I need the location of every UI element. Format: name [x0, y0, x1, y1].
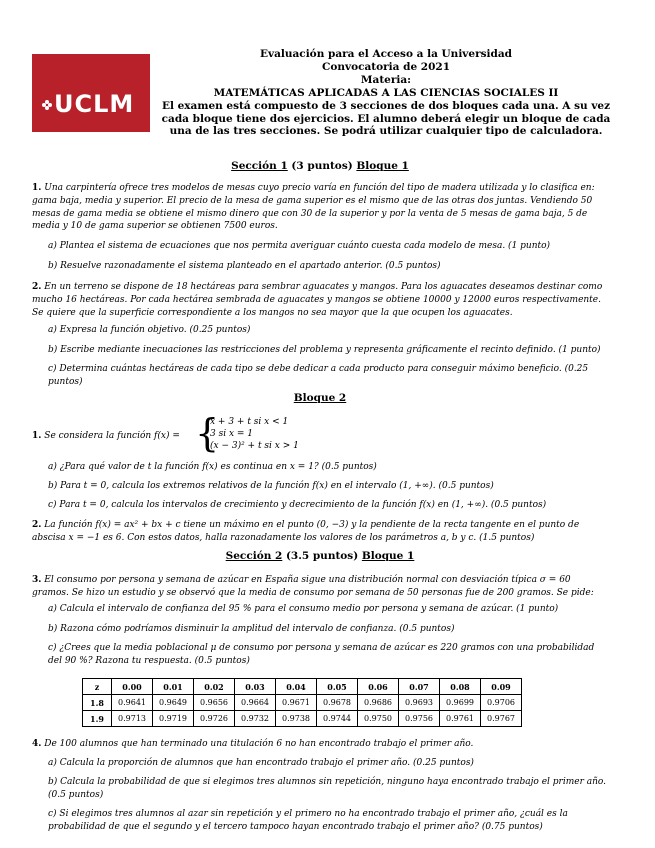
table-header-row: z 0.00 0.01 0.02 0.03 0.04 0.05 0.06 0.07 0.08 0.09	[83, 679, 522, 695]
logo-text: UCLM	[54, 90, 135, 118]
q1b: b) Resuelve razonadamente el sistema planteado en el apartado anterior. (0.5 puntos)	[48, 261, 441, 271]
subject-title: MATEMÁTICAS APLICADAS A LAS CIENCIAS SOCIALES II	[213, 87, 559, 99]
section1-block1-title: Sección 1 (3 puntos) Bloque 1	[231, 160, 409, 172]
q1a: a) Plantea el sistema de ecuaciones que nos permita averiguar cuánto cuesta cada modelo de mesa. (1 punto)	[48, 241, 551, 251]
q2c: c) Determina cuántas hectáreas de cada tipo se debe dedicar a cada producto para conseguir máximo beneficio. (0.25 puntos)	[48, 364, 589, 387]
q4b: b) Calcula la probabilidad de que si elegimos tres alumnos sin repetición, ninguno haya encontrado trabajo el primer año. (0.5 puntos)	[48, 777, 607, 800]
q3b: b) Razona cómo podríamos disminuir la amplitud del intervalo de confianza. (0.5 puntos)	[48, 624, 455, 634]
brace: {	[195, 411, 220, 455]
uclm-logo	[32, 54, 150, 132]
q4c: c) Si elegimos tres alumnos al azar sin repetición y el primero no ha encontrado trabajo el primer año, ¿cuál es la probabilidad de que el segundo y el tercero tampoco hayan encontrado trabajo el primer año? (0.75 puntos)	[48, 809, 568, 832]
block2-title: Bloque 2	[293, 392, 347, 404]
exam-intro: El examen está compuesto de 3 secciones de dos bloques cada una. A su vez cada bloque tiene dos ejercicios. El alumno deberá elegir un bloque de cada una de las tres secciones. Se podrá utilizar cualquier tipo de calculadora.	[161, 100, 611, 137]
logo-tagline: CAMPUS DE EXCELENCIA INTERNACIONAL	[32, 124, 143, 129]
piecewise-function: x + 3 + t si x < 1 3 si x = 1 (x − 3)² + t si x > 1	[210, 417, 299, 451]
q3c: c) ¿Crees que la media poblacional μ de consumo por persona y semana de azúcar es 220 gramos con una probabilidad del 90 %? Razona tu respuesta. (0.5 puntos)	[48, 643, 595, 666]
table-row: 1.8 0.9641 0.9649 0.9656 0.9664 0.9671 0.9678 0.9686 0.9693 0.9699 0.9706	[83, 695, 522, 711]
q2b: b) Escribe mediante inecuaciones las restricciones del problema y representa gráficamente el recinto definido. (1 punto)	[48, 345, 601, 355]
q2a: a) Expresa la función objetivo. (0.25 puntos)	[48, 325, 251, 335]
q3a: a) Calcula el intervalo de confianza del 95 % para el consumo medio por persona y semana de azúcar. (1 punto)	[48, 604, 559, 614]
qf-c: c) Para t = 0, calcula los intervalos de crecimiento y decrecimiento de la función f(x) en (1, +∞). (0.5 puntos)	[48, 500, 547, 510]
q2-statement: 2. En un terreno se dispone de 18 hectáreas para sembrar aguacates y mangos. Para los aguacates deseamos destinar como mucho 16 hectáreas. Por cada hectárea sembrada de aguacates y mangos se obtiene 10000 y 12000 euros respectivamente. Se quiere que la superficie correspondiente a los mangos no sea mayor que la que ocupen los aguacates.	[32, 282, 603, 318]
normal-table	[82, 678, 522, 727]
q4a: a) Calcula la proporción de alumnos que han encontrado trabajo el primer año. (0.25 puntos)	[48, 758, 474, 768]
header-line2: Convocatoria de 2021	[321, 61, 451, 73]
q3-statement: 3. El consumo por persona y semana de azúcar en España sigue una distribución normal con desviación típica σ = 60 gramos. Se hizo un estudio y se observó que la media de consumo por semana de 50 personas fue de 200 gramos. Se pide:	[32, 575, 594, 598]
header-line3: Materia:	[360, 74, 412, 86]
section2-block1-title: Sección 2 (3.5 puntos) Bloque 1	[225, 550, 415, 562]
flower-icon	[42, 100, 52, 110]
header-line1: Evaluación para el Acceso a la Universidad	[259, 48, 513, 60]
qf-b: b) Para t = 0, calcula los extremos relativos de la función f(x) en el intervalo (1, +∞). (0.5 puntos)	[48, 481, 494, 491]
q4-statement: 4. De 100 alumnos que han terminado una titulación 6 no han encontrado trabajo el primer año.	[32, 739, 474, 749]
qf-a: a) ¿Para qué valor de t la función f(x) es continua en x = 1? (0.5 puntos)	[48, 462, 377, 472]
q-parabola: 2. La función f(x) = ax² + bx + c tiene un máximo en el punto (0, −3) y la pendiente de la recta tangente en el punto de abscisa x = −1 es 6. Con estos datos, halla razonadamente los valores de los parámetros a, b y c. (1.5 puntos)	[32, 520, 580, 543]
table-row: 1.9 0.9713 0.9719 0.9726 0.9732 0.9738 0.9744 0.9750 0.9756 0.9761 0.9767	[83, 711, 522, 727]
q1-statement: 1. Una carpintería ofrece tres modelos de mesas cuyo precio varía en función del tipo de madera utilizada y lo clasifica en: gama baja, media y superior. El precio de la mesa de gama superior es el mismo que de las otras dos juntas. Vendiendo 50 mesas de gama media se obtiene el mismo dinero que con 30 de la superior y por la venta de 5 mesas de gama baja, 5 de media y 10 de gama superior se obtienen 7500 euros.	[32, 183, 595, 232]
q-func-statement: 1. Se considera la función f(x) =	[32, 431, 180, 441]
